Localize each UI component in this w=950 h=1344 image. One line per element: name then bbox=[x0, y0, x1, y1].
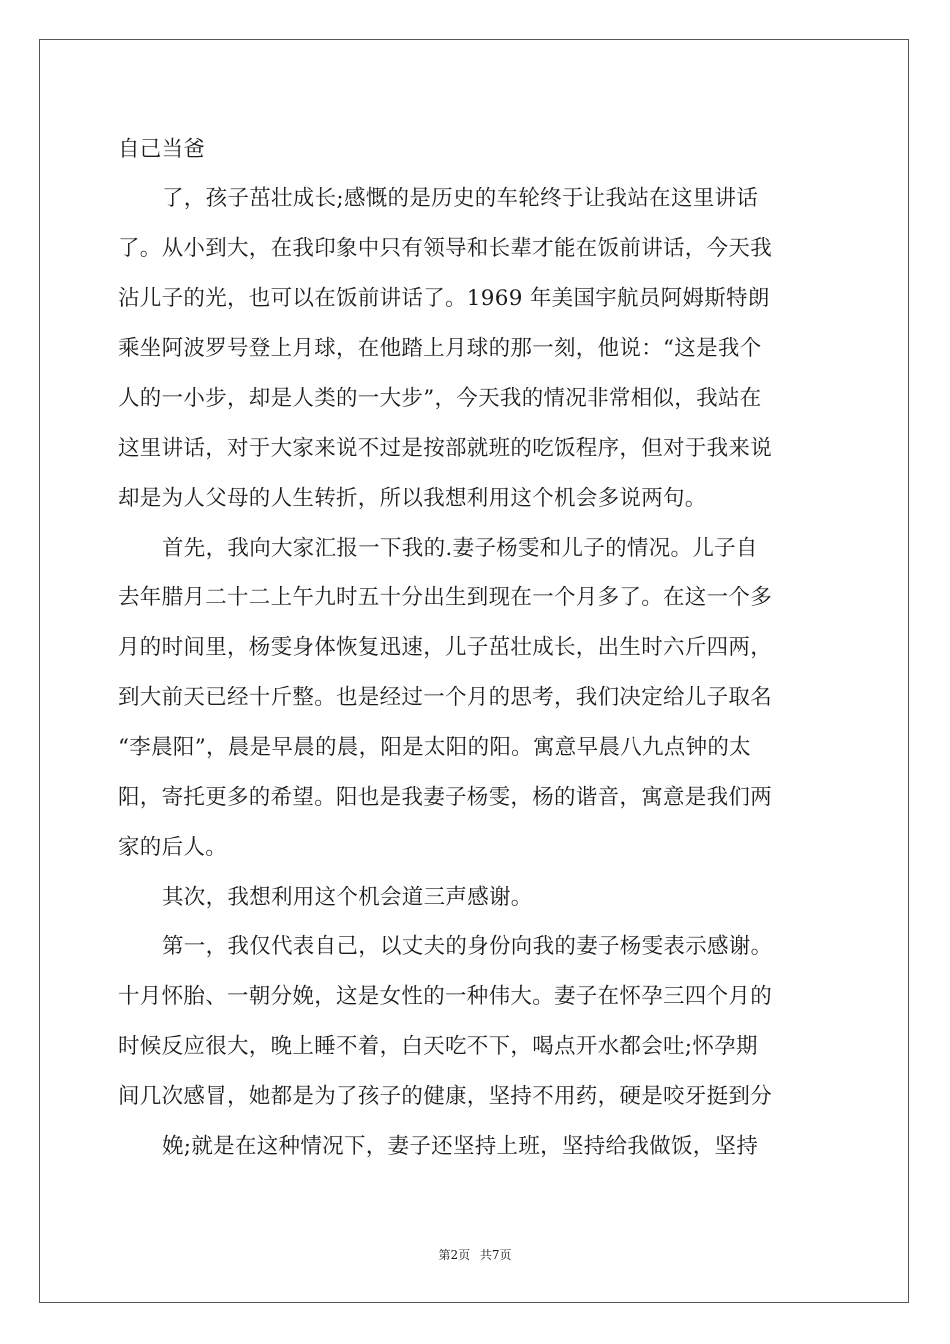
text-line-20: 间几次感冒，她都是为了孩子的健康，坚持不用药，硬是咬牙挺到分 bbox=[118, 1084, 773, 1109]
text-line-18: 十月怀胎、一朝分娩，这是女性的一种伟大。妻子在怀孕三四个月的 bbox=[118, 984, 773, 1009]
text-line-3: 了。从小到大，在我印象中只有领导和长辈才能在饭前讲话，今天我 bbox=[118, 236, 773, 261]
page-number: 第2页 bbox=[438, 1248, 471, 1262]
text-line-10: 去年腊月二十二上午九时五十分出生到现在一个月多了。在这一个多 bbox=[118, 585, 773, 610]
text-line-6: 人的一小步，却是人类的一大步”，今天我的情况非常相似，我站在 bbox=[118, 386, 762, 411]
page-footer bbox=[0, 1246, 950, 1264]
text-line-15: 家的后人。 bbox=[118, 835, 228, 860]
text-line-19: 时候反应很大，晚上睡不着，白天吃不下，喝点开水都会吐;怀孕期 bbox=[118, 1034, 758, 1059]
text-line-5: 乘坐阿波罗号登上月球，在他踏上月球的那一刻，他说：“这是我个 bbox=[118, 336, 762, 361]
text-line-11: 月的时间里，杨雯身体恢复迅速，儿子茁壮成长，出生时六斤四两， bbox=[118, 635, 773, 660]
text-line-9: 首先，我向大家汇报一下我的.妻子杨雯和儿子的情况。儿子自 bbox=[162, 536, 758, 561]
page-total: 共7页 bbox=[479, 1248, 512, 1262]
text-line-21: 娩;就是在这种情况下，妻子还坚持上班，坚持给我做饭，坚持 bbox=[162, 1134, 759, 1159]
text-line-4: 沾儿子的光，也可以在饭前讲话了。1969 年美国宇航员阿姆斯特朗 bbox=[118, 286, 770, 311]
text-line-7: 这里讲话，对于大家来说不过是按部就班的吃饭程序，但对于我来说 bbox=[118, 436, 773, 461]
text-line-16: 其次，我想利用这个机会道三声感谢。 bbox=[162, 885, 533, 910]
text-line-8: 却是为人父母的人生转折，所以我想利用这个机会多说两句。 bbox=[118, 486, 707, 511]
text-line-13: “李晨阳”，晨是早晨的晨，阳是太阳的阳。寓意早晨八九点钟的太 bbox=[118, 735, 751, 760]
text-line-14: 阳，寄托更多的希望。阳也是我妻子杨雯，杨的谐音，寓意是我们两 bbox=[118, 785, 773, 810]
text-line-12: 到大前天已经十斤整。也是经过一个月的思考，我们决定给儿子取名 bbox=[118, 685, 773, 710]
text-line-2: 了，孩子茁壮成长;感慨的是历史的车轮终于让我站在这里讲话 bbox=[162, 186, 759, 211]
text-line-17: 第一，我仅代表自己，以丈夫的身份向我的妻子杨雯表示感谢。 bbox=[162, 934, 773, 959]
text-line-1: 自己当爸 bbox=[118, 137, 206, 162]
